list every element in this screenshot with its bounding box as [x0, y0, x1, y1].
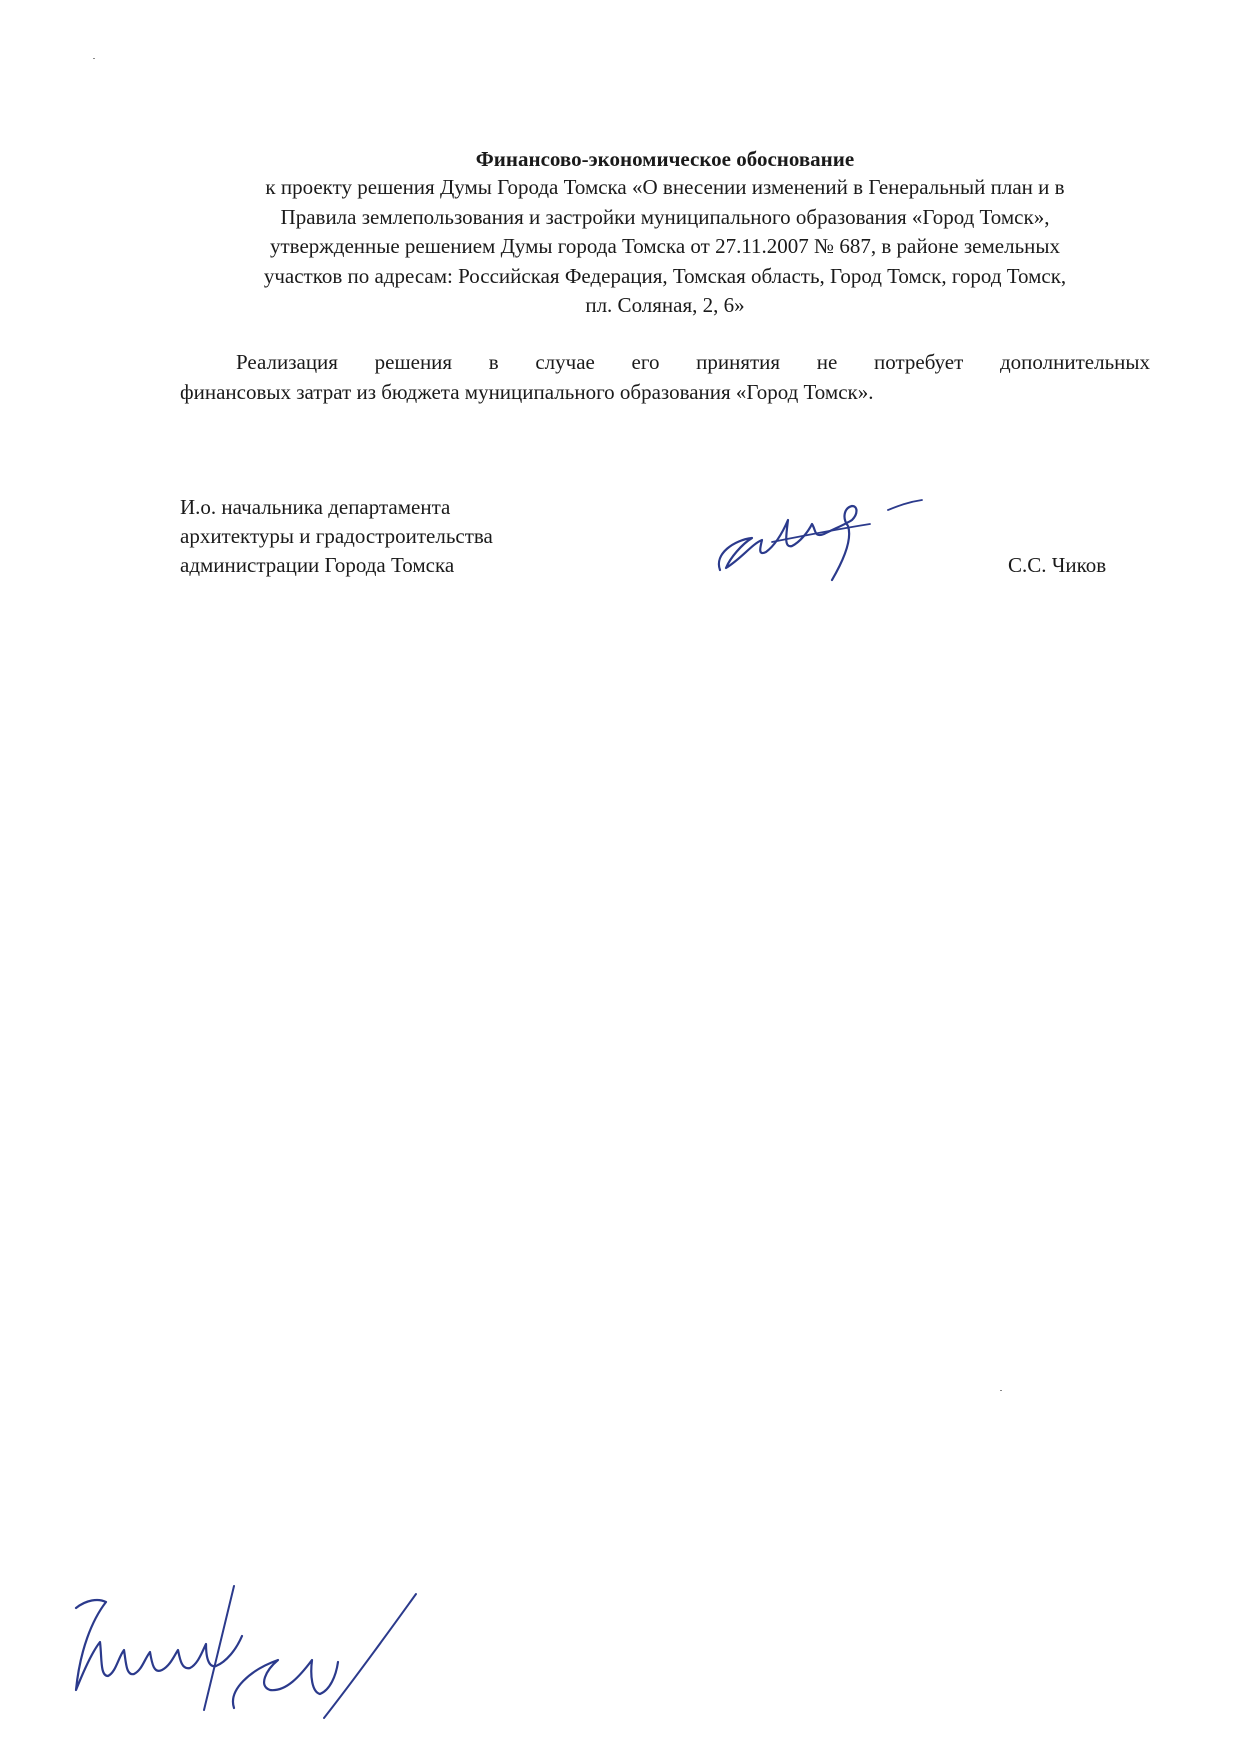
document-title: Финансово-экономическое обоснование [475, 147, 855, 171]
signature-image [220, 1590, 430, 1720]
subtitle-line: Правила землепользования и застройки муниципального образования «Город Томск», [280, 204, 1050, 229]
signature-image [712, 484, 944, 584]
body-line: Реализация решения в случае его принятия не потребует дополнительных [236, 350, 1150, 374]
signer-name: С.С. Чиков [1008, 553, 1107, 577]
scan-speck [1000, 1390, 1002, 1391]
signer-position-line: администрации Города Томска [180, 553, 455, 577]
subtitle-line: к проекту решения Думы Города Томска «О внесении изменений в Генеральный план и в [265, 175, 1065, 199]
signer-position [180, 493, 600, 580]
scan-speck [93, 58, 95, 59]
subtitle-line: пл. Соляная, 2, 6» [585, 293, 745, 317]
body-paragraph [180, 348, 1150, 407]
document-subtitle [180, 173, 1150, 321]
subtitle-line: участков по адресам: Российская Федерация, Томская область, Город Томск, город Томск, [263, 263, 1067, 288]
signer-position-line: И.о. начальника департамента [180, 495, 451, 519]
signer-position-line: архитектуры и градостроительства [180, 524, 493, 548]
body-line: финансовых затрат из бюджета муниципального образования «Город Томск». [180, 379, 874, 404]
subtitle-line: утвержденные решением Думы города Томска от 27.11.2007 № 687, в районе земельных [269, 234, 1061, 258]
